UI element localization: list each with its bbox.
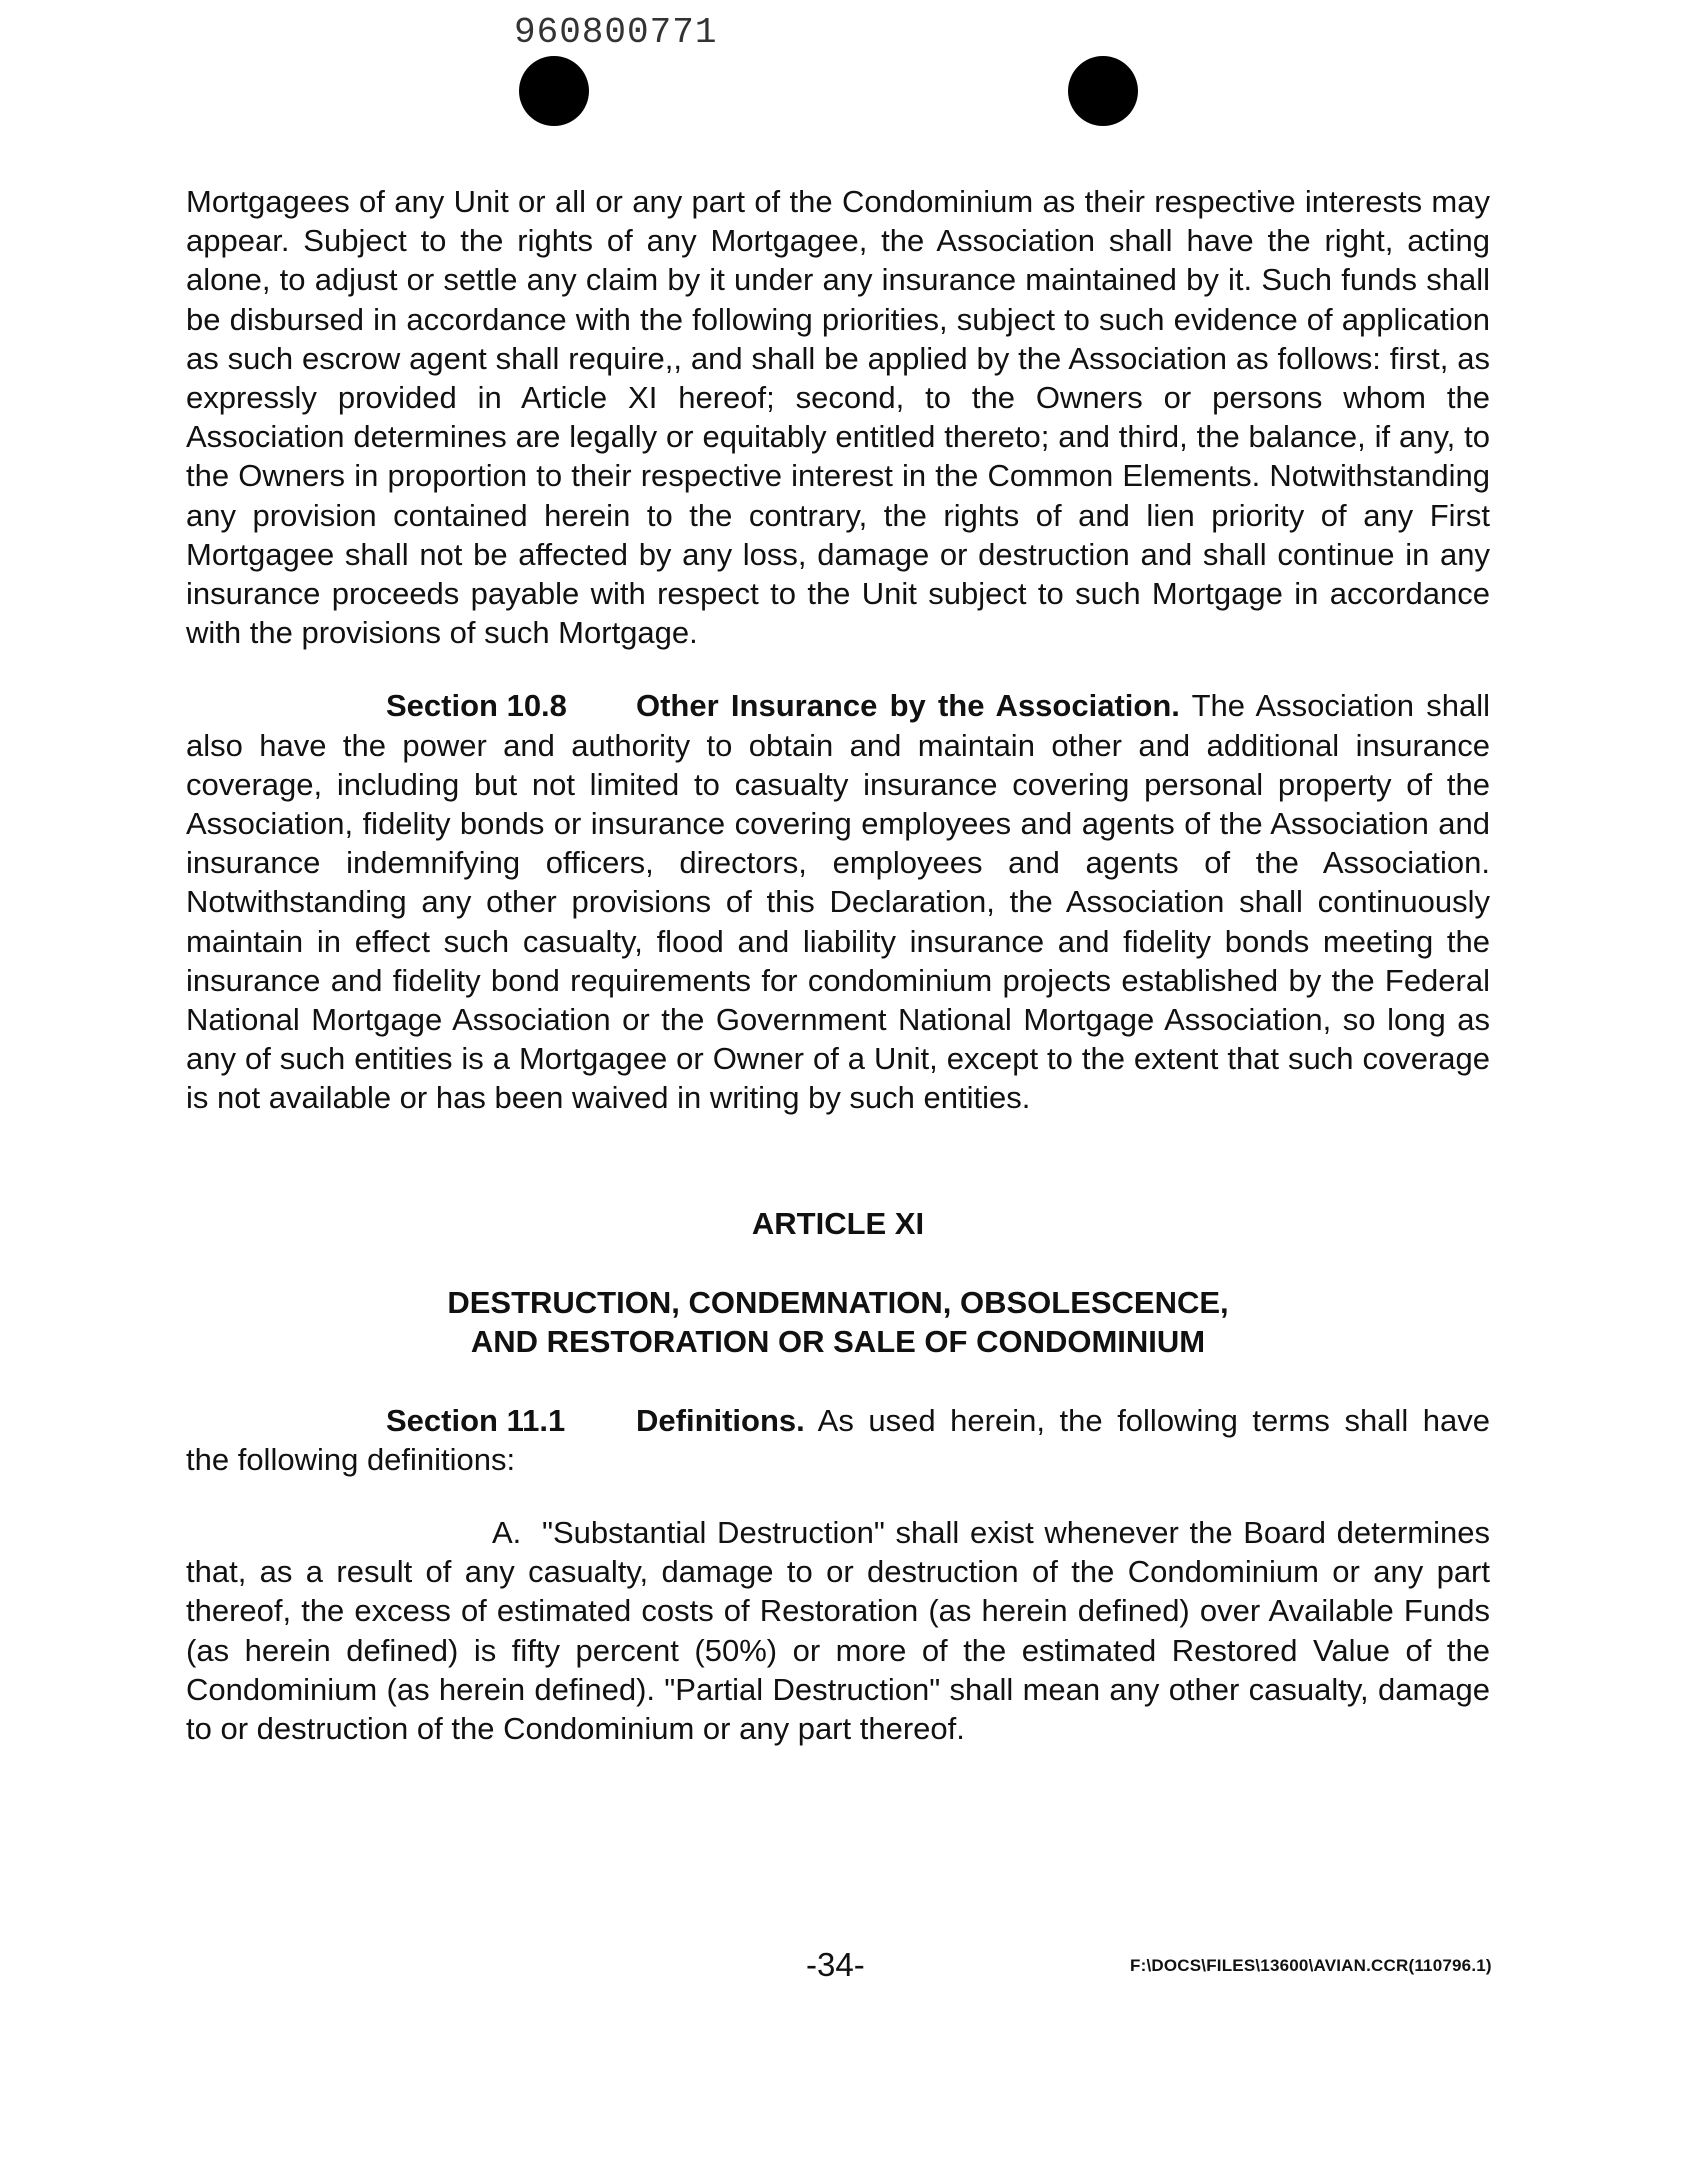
section-number: Section 10.8	[386, 688, 567, 724]
definition-text: "Substantial Destruction" shall exist whenever the Board determines that, as a result of any casualty, damage to or destruction of the Condominium or any part thereof, the excess of estimated costs of Restoration (as herein defined) over Available Funds (as herein defined) is fifty percent (50%) or more of the estimated Restored Value of the Condominium (as herein defined). "Partial Destruction" shall mean any other casualty, damage to or destruction of the Condominium or any part thereof.	[186, 1515, 1490, 1747]
section-11-1-paragraph	[186, 1401, 1490, 1479]
continuation-paragraph: Mortgagees of any Unit or all or any part of the Condominium as their respective interests may appear. Subject to the rights of any Mortgagee, the Association shall have the right, acting alone, to adjust or settle any claim by it under any insurance maintained by it. Such funds shall be disbursed in accordance with the following priorities, subject to such evidence of application as such escrow agent shall require,, and shall be applied by the Association as follows: first, as expressly provided in Article XI hereof; second, to the Owners or persons whom the Association determines are legally or equitably entitled thereto; and third, the balance, if any, to the Owners in proportion to their respective interest in the Common Elements. Notwithstanding any provision contained herein to the contrary, the rights of and lien priority of any First Mortgagee shall not be affected by any loss, damage or destruction and shall continue in any insurance proceeds payable with respect to the Unit subject to such Mortgage in accordance with the provisions of such Mortgage.	[186, 184, 1490, 651]
file-path: F:\DOCS\FILES\13600\AVIAN.CCR(110796.1)	[1130, 1956, 1492, 1975]
document-page	[186, 182, 1490, 1748]
definition-a-paragraph	[186, 1513, 1490, 1748]
punch-hole-left	[519, 56, 589, 126]
page-number: -34-	[806, 1946, 865, 1983]
section-text: The Association shall also have the power and authority to obtain and maintain other and additional insurance coverage, including but not limited to casualty insurance covering personal property of the Association, fidelity bonds or insurance covering employees and agents of the Association and insurance indemnifying officers, directors, employees and agents of the Association. Notwithstanding any other provisions of this Declaration, the Association shall continuously maintain in effect such casualty, flood and liability insurance and fidelity bonds meeting the insurance and fidelity bond requirements for condominium projects established by the Federal National Mortgage Association or the Government National Mortgage Association, so long as any of such entities is a Mortgagee or Owner of a Unit, except to the extent that such coverage is not available or has been waived in writing by such entities.	[186, 688, 1491, 1116]
section-title: Definitions.	[636, 1402, 805, 1438]
article-heading	[186, 1283, 1490, 1361]
definition-letter: A.	[492, 1515, 522, 1551]
document-control-number: 960800771	[514, 12, 718, 53]
section-10-8-paragraph	[186, 686, 1490, 1117]
section-number: Section 11.1	[386, 1402, 566, 1438]
article-heading-line-2: AND RESTORATION OR SALE OF CONDOMINIUM	[470, 1323, 1206, 1359]
article-heading-line-1: DESTRUCTION, CONDEMNATION, OBSOLESCENCE,	[447, 1284, 1229, 1320]
section-text: As used herein, the following terms shall have the following definitions:	[186, 1402, 1490, 1477]
article-title: ARTICLE XI	[751, 1205, 925, 1241]
punch-hole-right	[1068, 56, 1138, 126]
section-title: Other Insurance by the Association.	[636, 688, 1180, 724]
